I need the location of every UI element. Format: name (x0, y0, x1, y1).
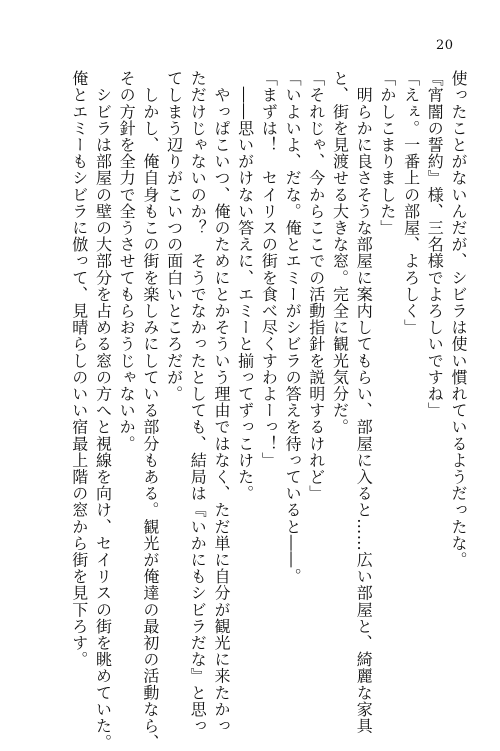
text-line: 俺とエミーもシビラに倣って、見晴らしのいい宿最上階の窓から街を見下ろす。 (69, 70, 89, 668)
text-line: 「まずは！ セイリスの街を食べ尽くすわよーっ！」 (259, 70, 279, 469)
text-line: 『宵闇の誓約』様、三名様でよろしいですね」 (425, 70, 445, 419)
text-line: 「それじゃ、今からここでの活動指針を説明するけれど」 (306, 70, 326, 502)
text-line: ――思いがけない答えに、エミーと揃ってずっこけた。 (235, 70, 255, 502)
text-line: 「えぇ。一番上の部屋、よろしく」 (401, 70, 421, 336)
vertical-text-body (67, 70, 470, 751)
text-line: と、街を見渡せる大きな窓。完全に観光気分だ。 (330, 70, 350, 436)
page-number: 20 (436, 38, 454, 53)
text-line: やっぱこいつ、俺のためにとかそういう理由ではなく、ただ単に自分が観光に来たかっ (211, 70, 231, 734)
text-line: その方針を全力で全うさせてもらおうじゃないか。 (117, 70, 137, 452)
text-line: てしまう辺りがこいつの面白いところだが。 (164, 70, 184, 402)
text-line: 使ったことがないんだが、シビラは使い慣れているようだったな。 (449, 70, 468, 568)
text-line: しかし、俺自身もこの街を楽しみにしている部分もある。観光が俺達の最初の活動なら、 (140, 70, 160, 751)
text-line: 「かしこまりました」 (377, 70, 397, 236)
text-line: 「いよいよ、だな。俺とエミーがシビラの答えを待っていると――。 (283, 70, 303, 585)
text-line: 明らかに良さそうな部屋に案内してもらい、部屋に入ると……広い部屋と、綺麗な家具 (354, 70, 374, 734)
text-line: シビラは部屋の壁の大部分を占める窓の方へと視線を向け、セイリスの街を眺めていた。 (93, 70, 113, 751)
text-line: ただけじゃないのか？ そうでなかったとしても、結局は『いかにもシビラだな』と思っ (188, 70, 208, 734)
